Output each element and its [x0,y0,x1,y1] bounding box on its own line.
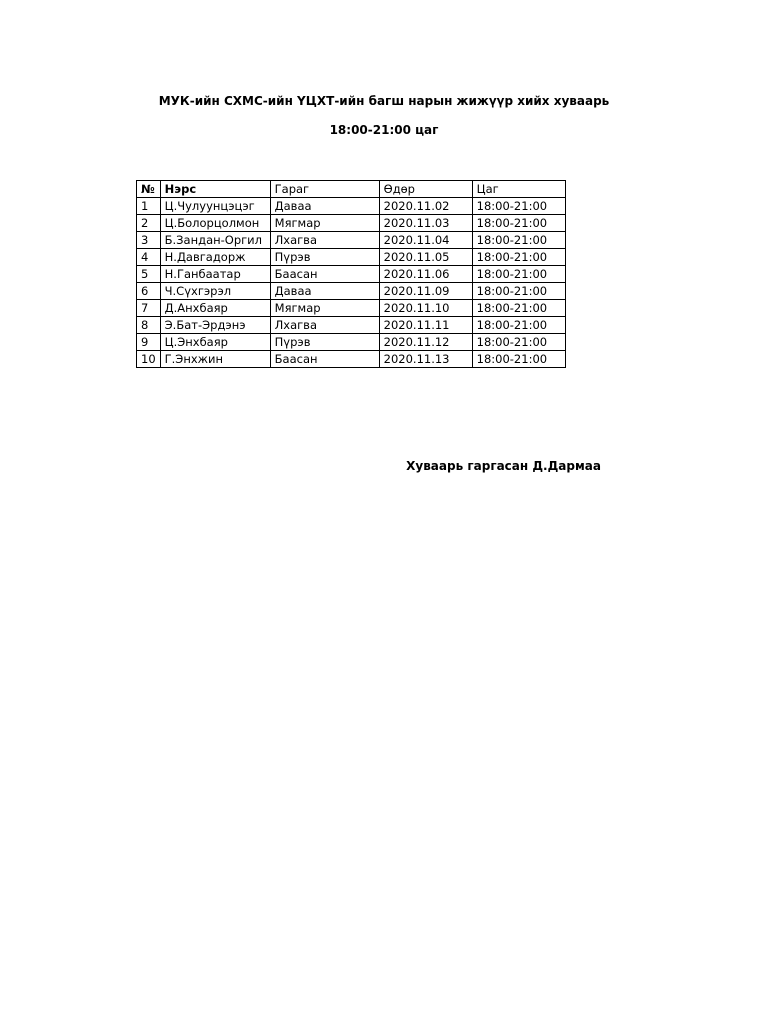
table-row [137,283,566,300]
cell-number: 2 [137,215,161,232]
cell-date: 2020.11.11 [379,317,472,334]
cell-name: Н.Давгадорж [160,249,270,266]
table-row [137,198,566,215]
table-row [137,215,566,232]
cell-name: Д.Анхбаяр [160,300,270,317]
cell-day: Лхагва [270,317,379,334]
table-row [137,266,566,283]
cell-day: Пүрэв [270,334,379,351]
header-number: № [137,181,161,198]
cell-name: Б.Зандан-Оргил [160,232,270,249]
table-row [137,351,566,368]
cell-number: 1 [137,198,161,215]
cell-date: 2020.11.13 [379,351,472,368]
header-time: Цаг [472,181,565,198]
table-row [137,249,566,266]
cell-date: 2020.11.06 [379,266,472,283]
cell-time: 18:00-21:00 [472,266,565,283]
cell-day: Баасан [270,351,379,368]
cell-date: 2020.11.12 [379,334,472,351]
cell-date: 2020.11.02 [379,198,472,215]
cell-time: 18:00-21:00 [472,232,565,249]
cell-date: 2020.11.09 [379,283,472,300]
document-subtitle: 18:00-21:00 цаг [329,123,439,137]
cell-day: Баасан [270,266,379,283]
cell-name: Ц.Болорцолмон [160,215,270,232]
header-day: Гараг [270,181,379,198]
cell-day: Лхагва [270,232,379,249]
header-name: Нэрс [160,181,270,198]
cell-time: 18:00-21:00 [472,317,565,334]
header-date: Өдөр [379,181,472,198]
document-title: МУК-ийн СХМС-ийн ҮЦХТ-ийн багш нарын жижүүр хийх хуваарь [158,94,610,108]
cell-time: 18:00-21:00 [472,198,565,215]
cell-time: 18:00-21:00 [472,300,565,317]
cell-number: 6 [137,283,161,300]
cell-name: Г.Энхжин [160,351,270,368]
signature: Хуваарь гаргасан Д.Дармаа [406,459,601,473]
table-row [137,232,566,249]
table-header-row [137,181,566,198]
cell-name: Э.Бат-Эрдэнэ [160,317,270,334]
cell-day: Пүрэв [270,249,379,266]
cell-number: 4 [137,249,161,266]
table-row [137,334,566,351]
cell-day: Даваа [270,198,379,215]
cell-day: Даваа [270,283,379,300]
cell-date: 2020.11.10 [379,300,472,317]
cell-time: 18:00-21:00 [472,351,565,368]
cell-name: Ч.Сүхгэрэл [160,283,270,300]
cell-name: Н.Ганбаатар [160,266,270,283]
cell-time: 18:00-21:00 [472,215,565,232]
cell-day: Мягмар [270,300,379,317]
cell-name: Ц.Чулуунцэцэг [160,198,270,215]
cell-number: 9 [137,334,161,351]
schedule-body [137,198,566,368]
cell-number: 3 [137,232,161,249]
table-row [137,317,566,334]
cell-time: 18:00-21:00 [472,283,565,300]
cell-number: 5 [137,266,161,283]
cell-number: 7 [137,300,161,317]
cell-time: 18:00-21:00 [472,334,565,351]
cell-name: Ц.Энхбаяр [160,334,270,351]
schedule-table [136,180,566,368]
cell-number: 10 [137,351,161,368]
cell-number: 8 [137,317,161,334]
cell-day: Мягмар [270,215,379,232]
cell-time: 18:00-21:00 [472,249,565,266]
cell-date: 2020.11.05 [379,249,472,266]
cell-date: 2020.11.04 [379,232,472,249]
table-row [137,300,566,317]
cell-date: 2020.11.03 [379,215,472,232]
